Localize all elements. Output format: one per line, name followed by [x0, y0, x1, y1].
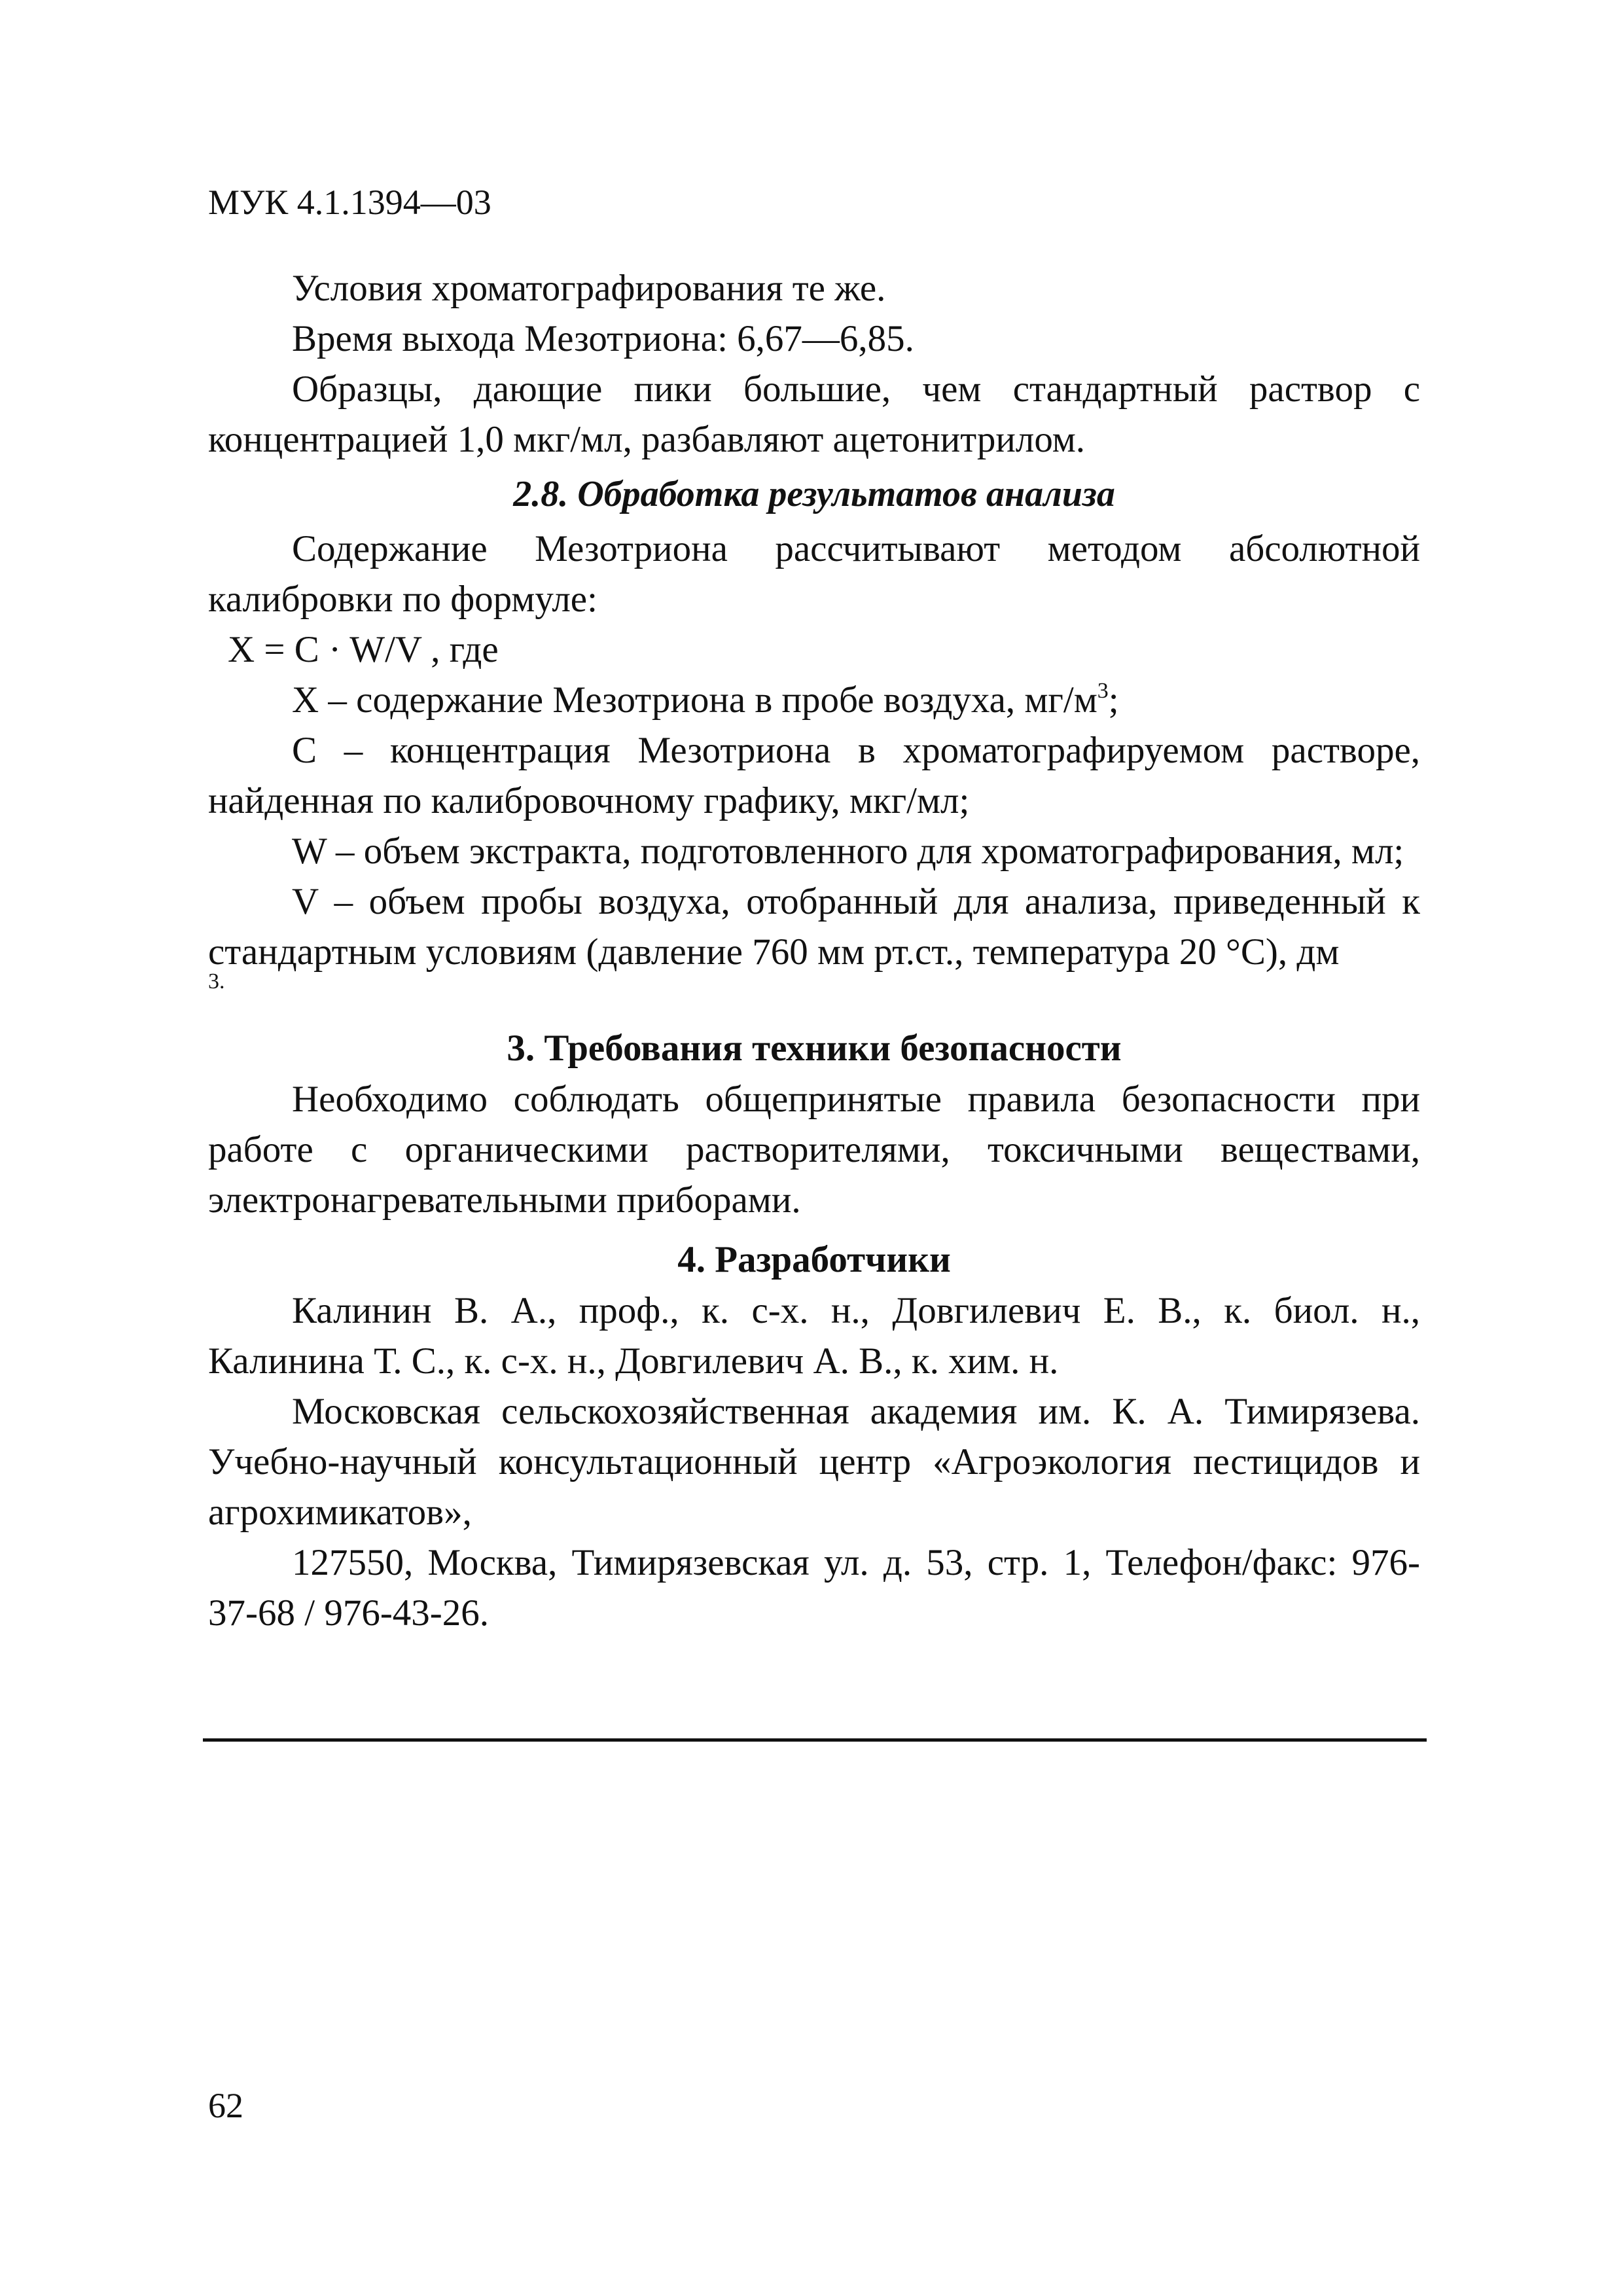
definition-v: V – объем пробы воздуха, отобранный для анализа, приведенный к стандартным условиям (давление 760 мм рт.ст., температура 20 °С), дм — [208, 881, 1420, 973]
section-4-address: 127550, Москва, Тимирязевская ул. д. 53, стр. 1, Телефон/факс: 976-37-68 / 976-43-26. — [208, 1542, 1420, 1634]
page-content — [208, 263, 1420, 1638]
spacer — [208, 1225, 1420, 1234]
definition-x-exponent: 3 — [1097, 679, 1109, 703]
definition-x-text: X – содержание Мезотриона в пробе воздуха, мг/м — [292, 679, 1097, 721]
section-3-title: 3. Требования техники безопасности — [507, 1028, 1122, 1069]
definition-v-unit — [208, 971, 225, 993]
definition-x — [208, 675, 1420, 725]
paragraph-calculation-method: Содержание Мезотриона рассчитывают методом абсолютной калибровки по формуле: — [208, 528, 1420, 620]
definition-v-exponent: 3 — [208, 969, 219, 994]
definition-v-unit-line — [208, 969, 1420, 1010]
spacer — [208, 1010, 1420, 1023]
definition-v-end: . — [219, 969, 225, 994]
document-header: МУК 4.1.1394—03 — [208, 183, 491, 222]
formula: X = C · W/V , где — [228, 629, 499, 670]
page-number: 62 — [208, 2086, 243, 2125]
paragraph-conditions: Условия хроматографирования те же. — [292, 268, 886, 309]
definition-w: W – объем экстракта, подготовленного для хроматографирования, мл; — [292, 831, 1404, 872]
paragraph-retention-time: Время выхода Мезотриона: 6,67—6,85. — [292, 318, 914, 359]
section-4-authors: Калинин В. А., проф., к. с-х. н., Довгилевич Е. В., к. биол. н., Калинина Т. С., к. с-х. н., Довгилевич А. В., к. хим. н. — [208, 1290, 1420, 1382]
footnote-divider — [203, 1738, 1427, 1742]
paragraph-samples-dilution: Образцы, дающие пики большие, чем стандартный раствор с концентрацией 1,0 мкг/мл, разбавляют ацетонитрилом. — [208, 368, 1420, 460]
subsection-title: 2.8. Обработка результатов анализа — [513, 474, 1115, 514]
section-4-organization: Московская сельскохозяйственная академия им. К. А. Тимирязева. Учебно-научный консультационный центр «Агроэкология пестицидов и агрохимикатов», — [208, 1391, 1420, 1533]
section-4-title: 4. Разработчики — [677, 1239, 951, 1280]
section-3-text: Необходимо соблюдать общепринятые правила безопасности при работе с органическими растворителями, токсичными веществами, электронагревательными приборами. — [208, 1079, 1420, 1221]
definition-x-end: ; — [1108, 679, 1119, 721]
definition-c: C – концентрация Мезотриона в хроматографируемом растворе, найденная по калибровочному графику, мкг/мл; — [208, 730, 1420, 821]
